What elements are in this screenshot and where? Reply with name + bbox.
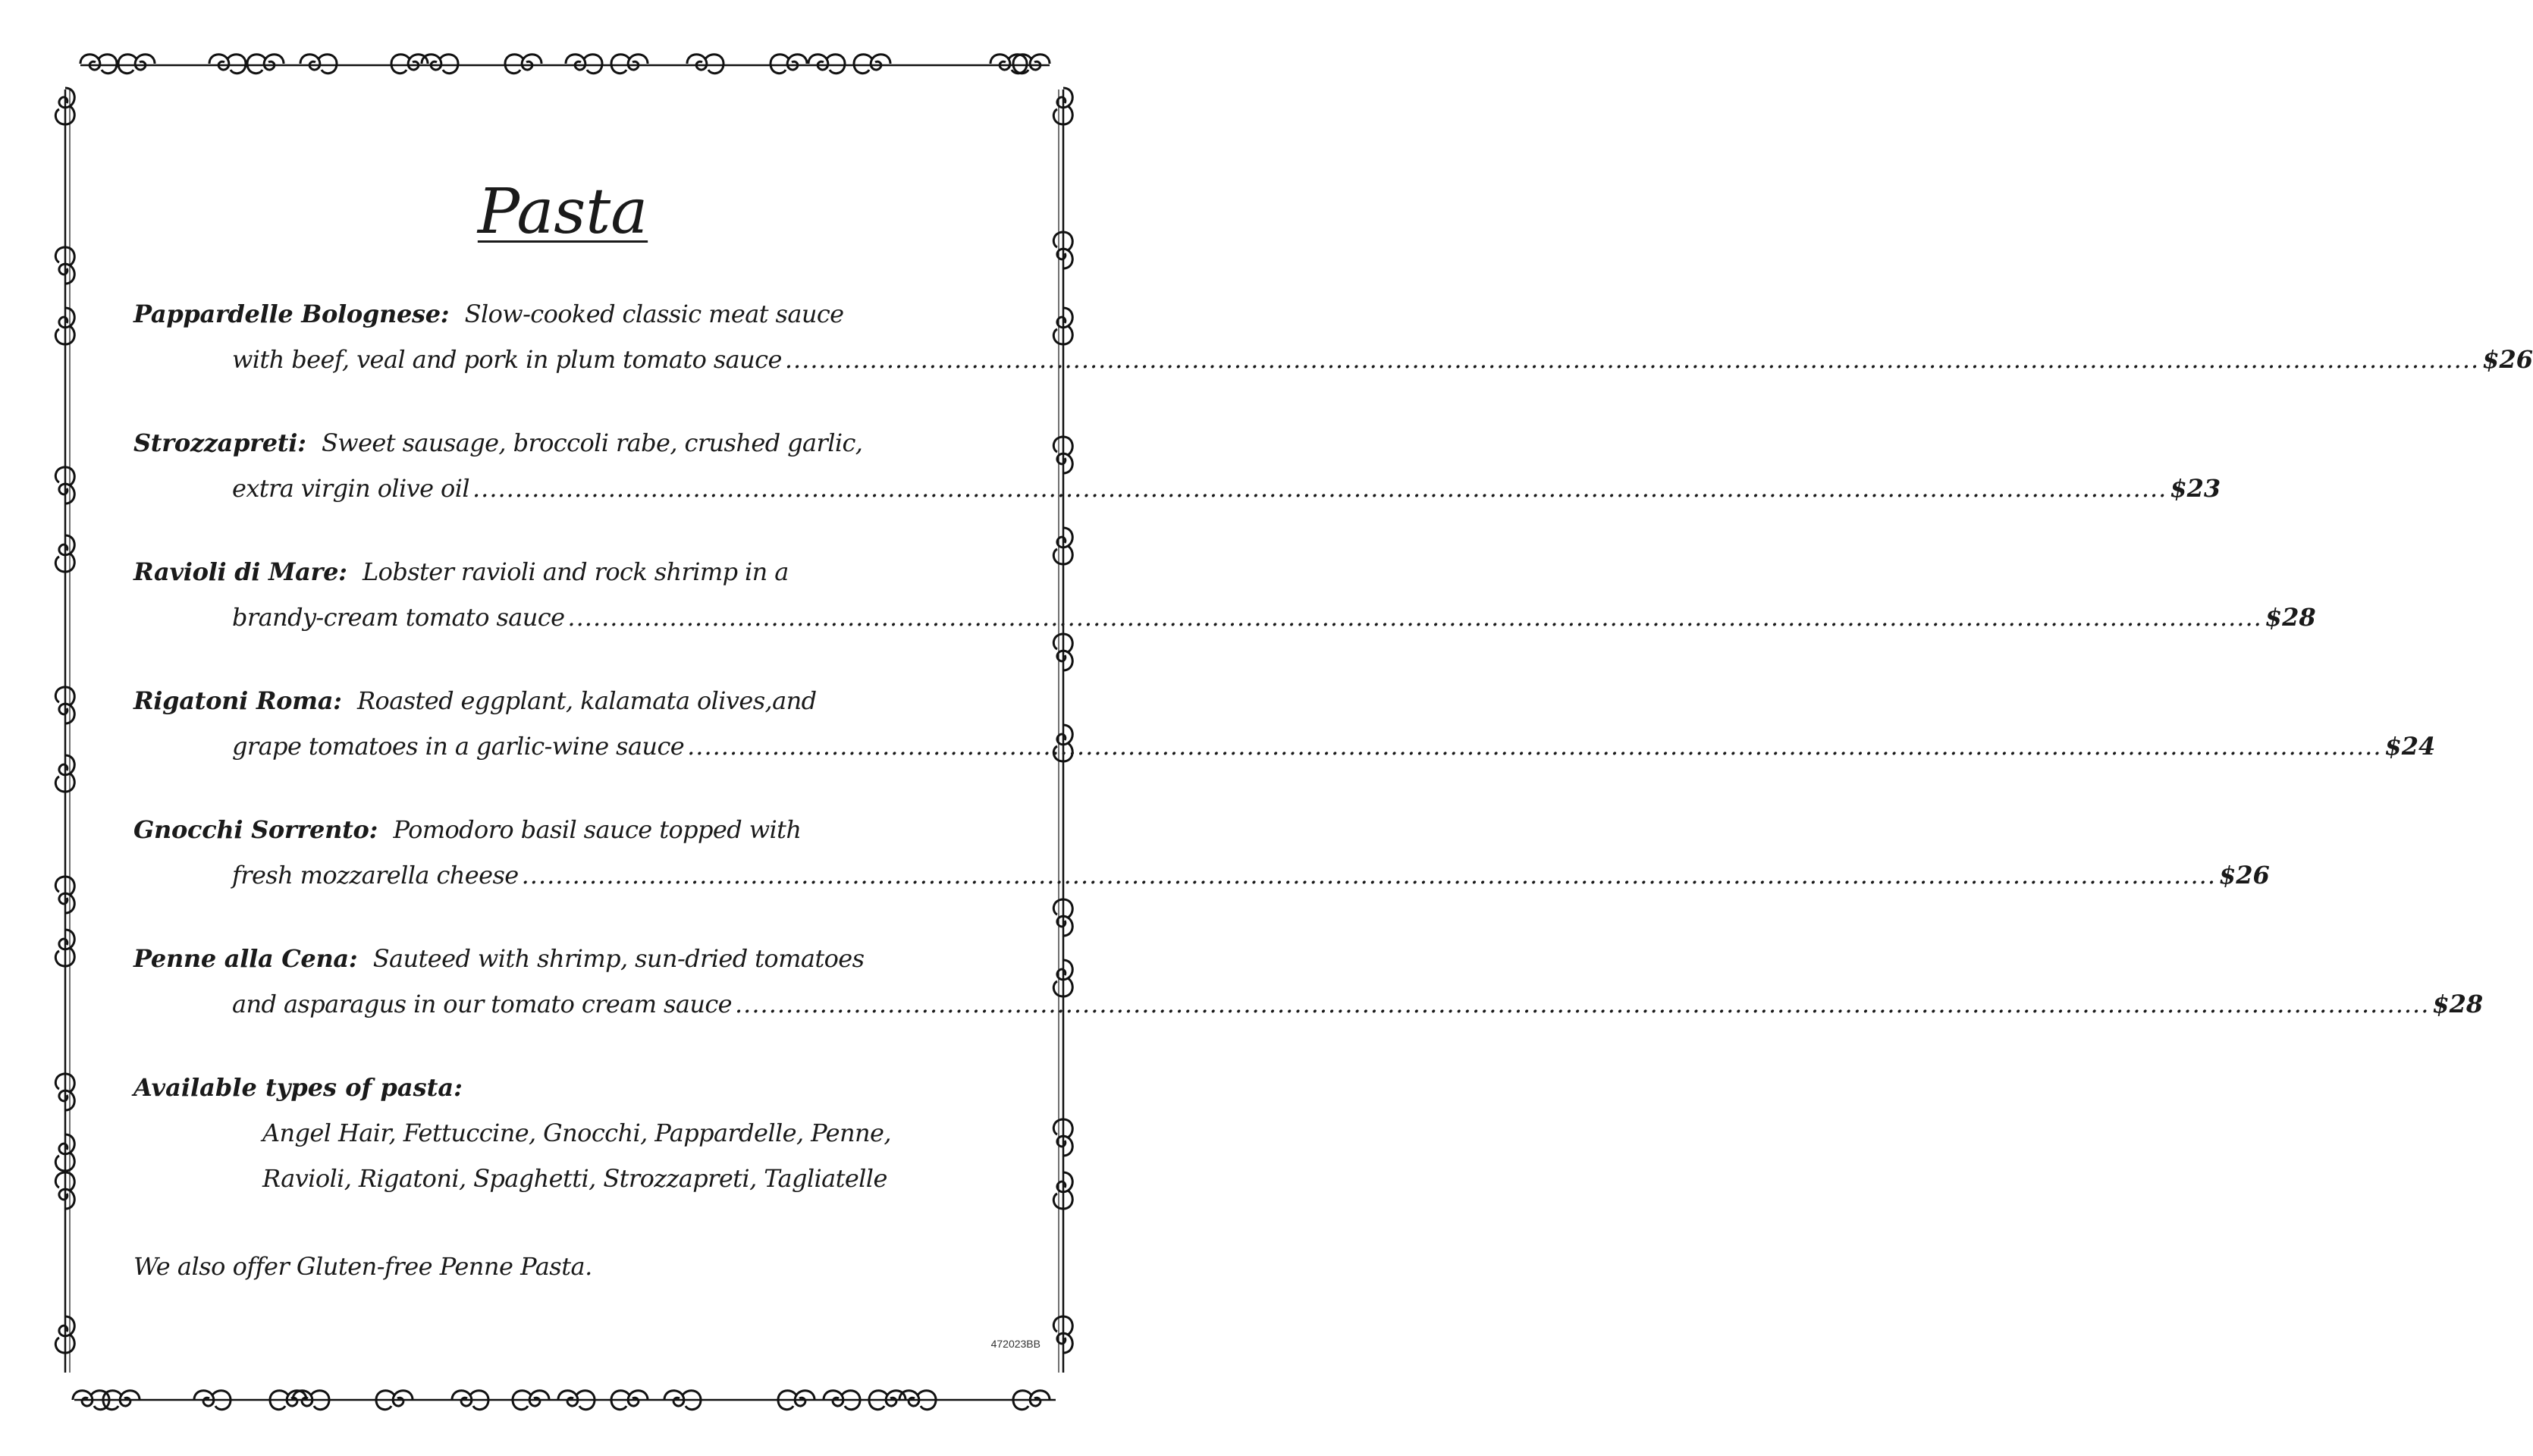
dot-leader: ........................................................................................................................................................................................................	[567, 603, 2262, 632]
item-name: Rigatoni Roma:	[133, 686, 342, 715]
dot-leader: ........................................................................................................................................................................................................	[472, 474, 2167, 503]
available-pasta-heading: Available types of pasta:	[133, 1073, 463, 1102]
dot-leader: ........................................................................................................................................................................................................	[735, 990, 2430, 1018]
item-name: Strozzapreti:	[133, 428, 306, 457]
item-description: Sweet sausage, broccoli rabe, crushed garlic,	[321, 428, 863, 457]
item-price: $28	[2432, 990, 2484, 1018]
item-price: $26	[2482, 345, 2533, 374]
gluten-free-note: We also offer Gluten-free Penne Pasta.	[133, 1252, 592, 1281]
item-description: Roasted eggplant, kalamata olives,and	[357, 686, 817, 715]
item-description: Pomodoro basil sauce topped with	[393, 815, 802, 844]
item-description: Slow-cooked classic meat sauce	[464, 300, 844, 328]
document-code: 472023BB	[990, 1338, 1041, 1350]
item-description-cont: with beef, veal and pork in plum tomato sauce	[232, 345, 782, 374]
dot-leader: ........................................................................................................................................................................................................	[784, 345, 2480, 374]
item-name: Penne alla Cena:	[133, 944, 358, 973]
item-description-cont: extra virgin olive oil	[232, 474, 469, 503]
item-description-cont: and asparagus in our tomato cream sauce	[232, 990, 732, 1018]
dot-leader: ........................................................................................................................................................................................................	[687, 732, 2382, 761]
item-description-cont: fresh mozzarella cheese	[232, 861, 519, 890]
dot-leader: ........................................................................................................................................................................................................	[521, 861, 2216, 890]
available-pasta-list: Angel Hair, Fettuccine, Gnocchi, Pappardelle, Penne,	[262, 1119, 891, 1147]
item-name: Ravioli di Mare:	[133, 557, 347, 586]
item-price: $23	[2170, 474, 2221, 503]
item-description: Lobster ravioli and rock shrimp in a	[363, 557, 789, 586]
item-price: $24	[2384, 732, 2436, 761]
item-description-cont: brandy-cream tomato sauce	[232, 603, 565, 632]
item-price: $26	[2218, 861, 2270, 890]
item-description-cont: grape tomatoes in a garlic-wine sauce	[232, 732, 685, 761]
item-price: $28	[2265, 603, 2316, 632]
item-name: Gnocchi Sorrento:	[133, 815, 378, 844]
item-name: Pappardelle Bolognese:	[133, 300, 450, 328]
page-title: Pasta	[477, 176, 648, 248]
available-pasta-list: Ravioli, Rigatoni, Spaghetti, Strozzapreti, Tagliatelle	[262, 1164, 887, 1193]
item-description: Sauteed with shrimp, sun-dried tomatoes	[372, 944, 865, 973]
